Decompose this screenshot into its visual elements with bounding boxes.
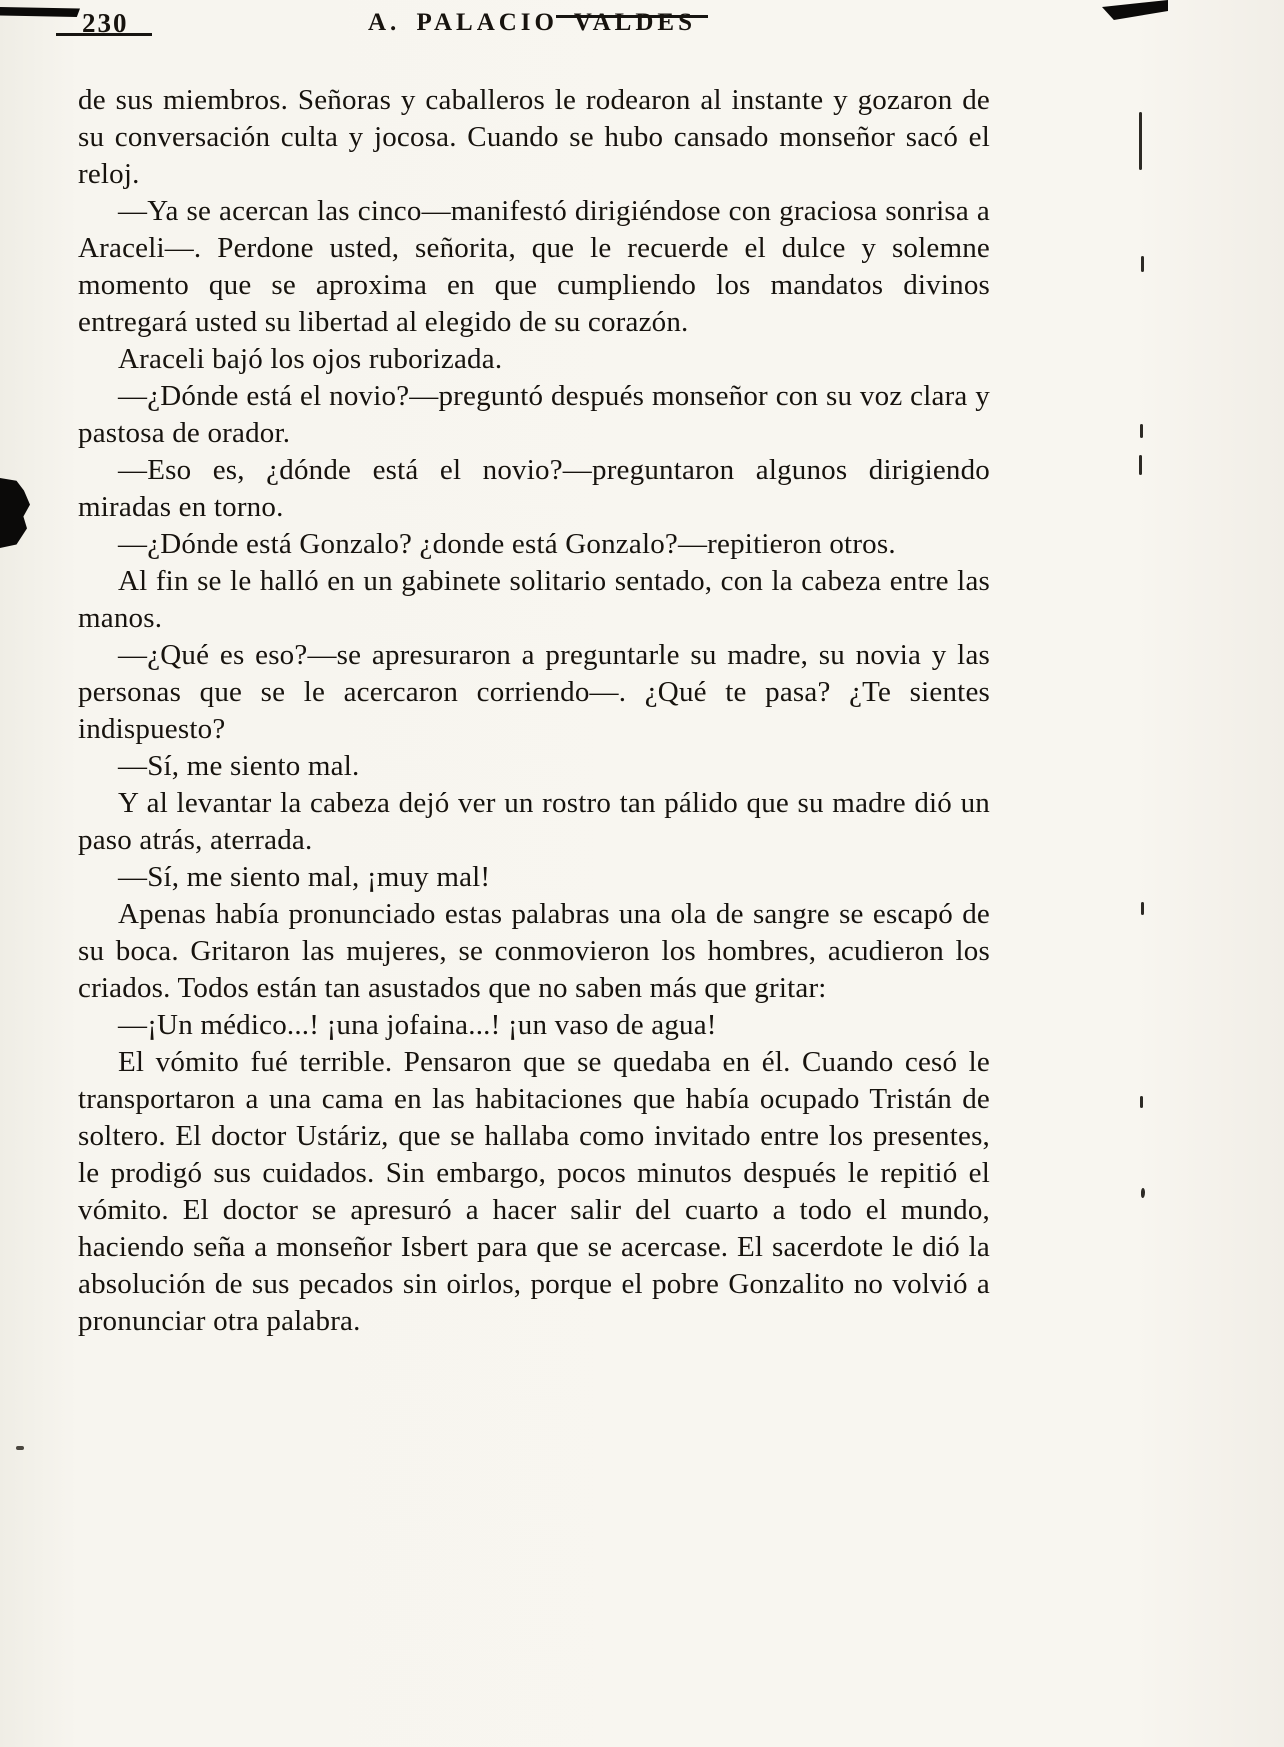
scan-artifact-right-edge-mark [1140, 424, 1143, 438]
scan-artifact-right-edge-mark [1140, 1096, 1143, 1108]
text-block [78, 82, 990, 1340]
paragraph: —¡Un médico...! ¡una jofaina...! ¡un vaso de agua! [118, 1009, 717, 1041]
paragraph: de sus miembros. Señoras y caballeros le rodearon al instante y gozaron de su conversación culta y jocosa. Cuando se hubo cansado monseñor sacó el reloj. [78, 84, 990, 190]
page-header [0, 6, 1284, 50]
paragraph: —¿Dónde está el novio?—preguntó después monseñor con su voz clara y pastosa de orador. [78, 380, 990, 449]
scan-artifact-left-edge-blob [0, 478, 30, 548]
paragraph: —¿Qué es eso?—se apresuraron a preguntarle su madre, su novia y las personas que se le acercaron corriendo—. ¿Qué te pasa? ¿Te sientes indispuesto? [78, 639, 990, 745]
running-title: A. PALACIO VALDES [368, 9, 696, 36]
scan-artifact-right-edge-mark [1141, 256, 1144, 272]
scan-artifact-bottom-left-mark [16, 1446, 24, 1450]
scan-artifact-right-edge-mark [1141, 902, 1144, 915]
paragraph: —Ya se acercan las cinco—manifestó dirigiéndose con graciosa sonrisa a Araceli—. Perdone usted, señorita, que le recuerde el dulce y solemne momento que se aproxima en que cumpliendo los mandatos divinos entregará usted su libertad al elegido de su corazón. [78, 195, 990, 338]
paragraph: Apenas había pronunciado estas palabras una ola de sangre se escapó de su boca. Gritaron las mujeres, se conmovieron los hombres, acudieron los criados. Todos están tan asustados que no saben más que gritar: [78, 898, 990, 1004]
paragraph: Al fin se le halló en un gabinete solitario sentado, con la cabeza entre las manos. [78, 565, 990, 634]
scan-artifact-right-edge-mark [1139, 112, 1142, 170]
paragraph: Araceli bajó los ojos ruborizada. [118, 343, 503, 375]
paragraph: —Sí, me siento mal. [118, 750, 360, 782]
paragraph: —¿Dónde está Gonzalo? ¿donde está Gonzalo?—repitieron otros. [118, 528, 896, 560]
paragraph: —Sí, me siento mal, ¡muy mal! [118, 861, 491, 893]
scan-artifact-right-edge-mark [1141, 1188, 1145, 1198]
paragraph: Y al levantar la cabeza dejó ver un rostro tan pálido que su madre dió un paso atrás, aterrada. [78, 787, 990, 856]
paragraph: —Eso es, ¿dónde está el novio?—preguntaron algunos dirigiendo miradas en torno. [78, 454, 990, 523]
paragraph: El vómito fué terrible. Pensaron que se quedaba en él. Cuando cesó le transportaron a una cama en las habitaciones que había ocupado Tristán de soltero. El doctor Ustáriz, que se hallaba como invitado entre los presentes, le prodigó sus cuidados. Sin embargo, pocos minutos después le repitió el vómito. El doctor se apresuró a hacer salir del cuarto a todo el mundo, haciendo seña a monseñor Isbert para que se acercase. El sacerdote le dió la absolución de sus pecados sin oirlos, porque el pobre Gonzalito no volvió a pronunciar otra palabra. [78, 1046, 990, 1337]
page-number: 230 [82, 8, 129, 38]
scan-artifact-right-edge-mark [1139, 455, 1142, 475]
